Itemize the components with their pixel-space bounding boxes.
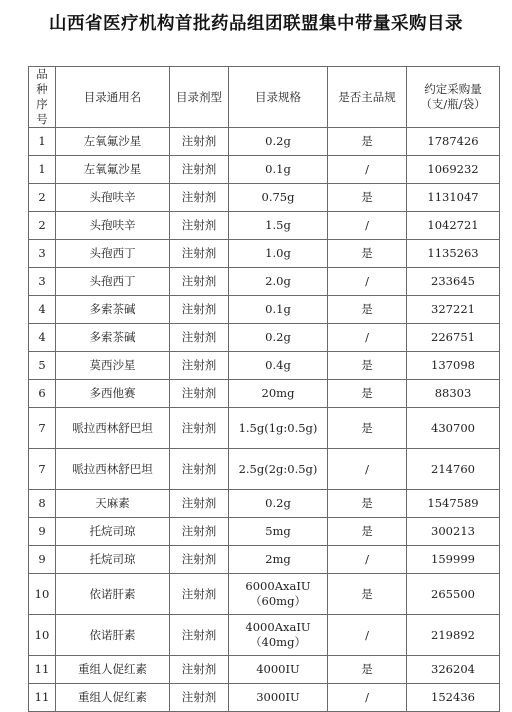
header-row xyxy=(29,67,500,128)
cell-is-main: 是 xyxy=(328,490,407,518)
table-row xyxy=(29,212,500,240)
cell-generic-name: 天麻素 xyxy=(56,490,170,518)
cell-is-main: 是 xyxy=(328,656,407,684)
cell-dosage-form: 注射剂 xyxy=(170,490,229,518)
header-quantity xyxy=(407,67,500,128)
cell-quantity: 152436 xyxy=(407,684,500,712)
cell-seq-no: 8 xyxy=(29,490,56,518)
cell-dosage-form: 注射剂 xyxy=(170,546,229,574)
cell-spec xyxy=(229,656,328,684)
spec-line: 6000AxaIU xyxy=(245,579,311,593)
cell-quantity: 1069232 xyxy=(407,156,500,184)
cell-seq-no: 2 xyxy=(29,212,56,240)
spec-line: 2.5g(2g:0.5g) xyxy=(238,461,318,476)
spec-line: （60mg） xyxy=(250,594,306,608)
cell-quantity: 88303 xyxy=(407,380,500,408)
spec-line: 3000IU xyxy=(256,690,300,704)
cell-dosage-form: 注射剂 xyxy=(170,296,229,324)
cell-seq-no: 7 xyxy=(29,408,56,449)
cell-spec xyxy=(229,546,328,574)
spec-line: 0.1g xyxy=(265,162,291,176)
cell-spec xyxy=(229,574,328,615)
header-text: 约定采购量 xyxy=(424,82,482,96)
cell-spec xyxy=(229,449,328,490)
table-row xyxy=(29,490,500,518)
cell-dosage-form: 注射剂 xyxy=(170,380,229,408)
cell-generic-name: 头孢呋辛 xyxy=(56,184,170,212)
table-row xyxy=(29,449,500,490)
cell-generic-name: 托烷司琼 xyxy=(56,518,170,546)
spec-line: 0.4g xyxy=(265,358,291,372)
cell-spec xyxy=(229,128,328,156)
cell-is-main: 是 xyxy=(328,352,407,380)
cell-dosage-form: 注射剂 xyxy=(170,449,229,490)
cell-seq-no: 10 xyxy=(29,574,56,615)
spec-line: 0.2g xyxy=(265,496,291,510)
spec-line: 2mg xyxy=(265,552,291,566)
cell-dosage-form: 注射剂 xyxy=(170,268,229,296)
cell-generic-name: 依诺肝素 xyxy=(56,615,170,656)
document-title: 山西省医疗机构首批药品组团联盟集中带量采购目录 xyxy=(49,14,463,34)
header-generic-name xyxy=(56,67,170,128)
cell-seq-no: 1 xyxy=(29,156,56,184)
cell-spec xyxy=(229,156,328,184)
spec-line: 0.1g xyxy=(265,302,291,316)
cell-spec xyxy=(229,380,328,408)
cell-is-main: 是 xyxy=(328,184,407,212)
cell-spec xyxy=(229,212,328,240)
cell-quantity: 430700 xyxy=(407,408,500,449)
cell-dosage-form: 注射剂 xyxy=(170,184,229,212)
cell-generic-name: 莫西沙星 xyxy=(56,352,170,380)
cell-generic-name: 左氧氟沙星 xyxy=(56,128,170,156)
cell-generic-name: 重组人促红素 xyxy=(56,684,170,712)
table-row xyxy=(29,352,500,380)
table-row xyxy=(29,240,500,268)
cell-spec xyxy=(229,324,328,352)
header-seq-no xyxy=(29,67,56,128)
cell-quantity: 137098 xyxy=(407,352,500,380)
cell-spec xyxy=(229,268,328,296)
header-text: 品种 xyxy=(36,67,48,96)
table-row xyxy=(29,656,500,684)
cell-quantity: 327221 xyxy=(407,296,500,324)
cell-quantity: 1131047 xyxy=(407,184,500,212)
cell-spec xyxy=(229,296,328,324)
cell-is-main: / xyxy=(328,268,407,296)
cell-generic-name: 托烷司琼 xyxy=(56,546,170,574)
cell-is-main: / xyxy=(328,546,407,574)
cell-quantity: 265500 xyxy=(407,574,500,615)
cell-dosage-form: 注射剂 xyxy=(170,128,229,156)
header-text: 目录通用名 xyxy=(83,89,142,104)
spec-line: 2.0g xyxy=(265,274,291,288)
cell-spec xyxy=(229,240,328,268)
cell-dosage-form: 注射剂 xyxy=(170,518,229,546)
table-row xyxy=(29,546,500,574)
procurement-table xyxy=(28,66,500,712)
cell-is-main: / xyxy=(328,615,407,656)
cell-quantity: 1547589 xyxy=(407,490,500,518)
cell-quantity: 226751 xyxy=(407,324,500,352)
cell-is-main: 是 xyxy=(328,296,407,324)
table-header xyxy=(29,67,500,128)
cell-seq-no: 5 xyxy=(29,352,56,380)
spec-line: 20mg xyxy=(261,386,295,400)
cell-is-main: / xyxy=(328,324,407,352)
cell-is-main: 是 xyxy=(328,408,407,449)
cell-dosage-form: 注射剂 xyxy=(170,324,229,352)
table-row xyxy=(29,184,500,212)
table-row xyxy=(29,268,500,296)
cell-spec xyxy=(229,408,328,449)
cell-generic-name: 哌拉西林舒巴坦 xyxy=(56,449,170,490)
cell-dosage-form: 注射剂 xyxy=(170,684,229,712)
cell-seq-no: 3 xyxy=(29,268,56,296)
cell-seq-no: 11 xyxy=(29,684,56,712)
header-spec xyxy=(229,67,328,128)
cell-spec xyxy=(229,615,328,656)
cell-seq-no: 4 xyxy=(29,324,56,352)
cell-quantity: 219892 xyxy=(407,615,500,656)
cell-is-main: 是 xyxy=(328,518,407,546)
cell-generic-name: 哌拉西林舒巴坦 xyxy=(56,408,170,449)
cell-quantity: 233645 xyxy=(407,268,500,296)
table-row xyxy=(29,380,500,408)
cell-generic-name: 左氧氟沙星 xyxy=(56,156,170,184)
cell-spec xyxy=(229,490,328,518)
cell-seq-no: 1 xyxy=(29,128,56,156)
cell-generic-name: 依诺肝素 xyxy=(56,574,170,615)
spec-line: 4000IU xyxy=(256,662,300,676)
table-row xyxy=(29,156,500,184)
cell-seq-no: 7 xyxy=(29,449,56,490)
cell-seq-no: 2 xyxy=(29,184,56,212)
cell-seq-no: 11 xyxy=(29,656,56,684)
cell-dosage-form: 注射剂 xyxy=(170,212,229,240)
cell-dosage-form: 注射剂 xyxy=(170,352,229,380)
spec-line: 0.75g xyxy=(261,190,295,204)
spec-line: （40mg） xyxy=(250,635,306,649)
table-row xyxy=(29,615,500,656)
header-text: 序号 xyxy=(36,97,48,126)
table-row xyxy=(29,296,500,324)
cell-dosage-form: 注射剂 xyxy=(170,574,229,615)
cell-is-main: / xyxy=(328,684,407,712)
spec-line: 0.2g xyxy=(265,134,291,148)
table-row xyxy=(29,324,500,352)
cell-generic-name: 头孢西丁 xyxy=(56,268,170,296)
header-text: （支/瓶/袋） xyxy=(420,97,486,111)
spec-line: 5mg xyxy=(265,524,291,538)
spec-line: 0.2g xyxy=(265,330,291,344)
cell-quantity: 159999 xyxy=(407,546,500,574)
cell-is-main: 是 xyxy=(328,574,407,615)
cell-generic-name: 多索茶碱 xyxy=(56,324,170,352)
cell-quantity: 1042721 xyxy=(407,212,500,240)
table-row xyxy=(29,518,500,546)
header-text: 是否主品规 xyxy=(338,89,396,104)
spec-line: 1.5g xyxy=(265,218,291,232)
cell-spec xyxy=(229,518,328,546)
cell-quantity: 300213 xyxy=(407,518,500,546)
cell-is-main: / xyxy=(328,212,407,240)
cell-quantity: 326204 xyxy=(407,656,500,684)
spec-line: 1.5g(1g:0.5g) xyxy=(238,420,318,435)
table-row xyxy=(29,684,500,712)
cell-dosage-form: 注射剂 xyxy=(170,408,229,449)
cell-quantity: 214760 xyxy=(407,449,500,490)
header-text: 目录规格 xyxy=(255,89,301,104)
header-text: 目录剂型 xyxy=(176,89,222,104)
cell-generic-name: 重组人促红素 xyxy=(56,656,170,684)
cell-generic-name: 多西他赛 xyxy=(56,380,170,408)
spec-line: 4000AxaIU xyxy=(245,620,311,634)
cell-spec xyxy=(229,352,328,380)
cell-dosage-form: 注射剂 xyxy=(170,240,229,268)
header-dosage-form xyxy=(170,67,229,128)
cell-spec xyxy=(229,684,328,712)
cell-seq-no: 9 xyxy=(29,518,56,546)
cell-seq-no: 10 xyxy=(29,615,56,656)
cell-seq-no: 4 xyxy=(29,296,56,324)
cell-spec xyxy=(229,184,328,212)
cell-generic-name: 头孢西丁 xyxy=(56,240,170,268)
cell-quantity: 1787426 xyxy=(407,128,500,156)
cell-is-main: 是 xyxy=(328,128,407,156)
cell-is-main: / xyxy=(328,156,407,184)
cell-is-main: 是 xyxy=(328,240,407,268)
header-is-main xyxy=(328,67,407,128)
cell-dosage-form: 注射剂 xyxy=(170,156,229,184)
cell-dosage-form: 注射剂 xyxy=(170,656,229,684)
table-row xyxy=(29,128,500,156)
table-row xyxy=(29,408,500,449)
cell-is-main: / xyxy=(328,449,407,490)
cell-seq-no: 6 xyxy=(29,380,56,408)
table-body xyxy=(29,128,500,712)
cell-quantity: 1135263 xyxy=(407,240,500,268)
cell-seq-no: 3 xyxy=(29,240,56,268)
cell-seq-no: 9 xyxy=(29,546,56,574)
spec-line: 1.0g xyxy=(265,246,291,260)
cell-generic-name: 多索茶碱 xyxy=(56,296,170,324)
cell-generic-name: 头孢呋辛 xyxy=(56,212,170,240)
cell-is-main: 是 xyxy=(328,380,407,408)
cell-dosage-form: 注射剂 xyxy=(170,615,229,656)
table-row xyxy=(29,574,500,615)
